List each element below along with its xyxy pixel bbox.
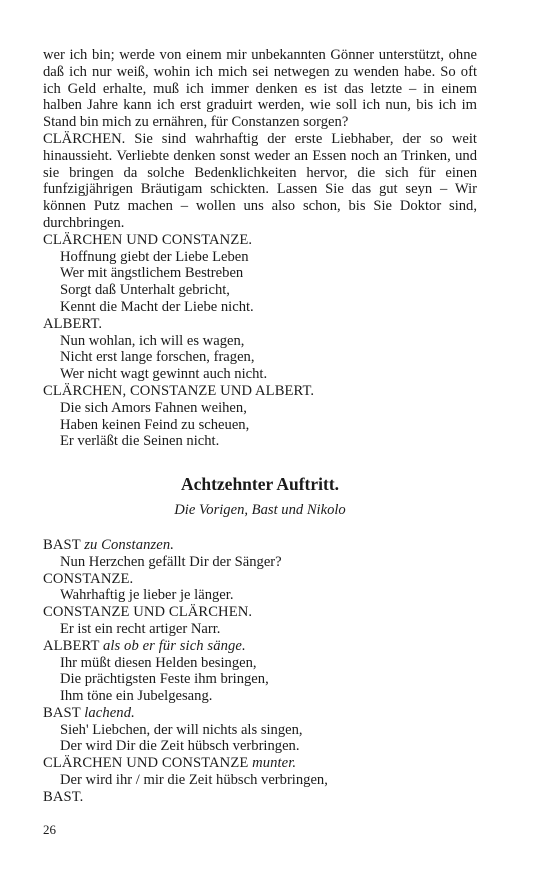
verse-line: Sieh' Liebchen, der will nichts als singen, bbox=[60, 721, 303, 738]
verse-line: Nun wohlan, ich will es wagen, bbox=[60, 332, 245, 349]
prose-paragraph: wer ich bin; werde von einem mir unbekannten Gönner unterstützt, ohne daß ich nur weiß, wohin ich mich sei netwegen zu wenden habe. So oft ich Geld erhalte, muß ich immer denken es ist das letzte – in einem halben Jahre kann ich erst graduirt werden, wie soll ich nun, bis ich im Stand bin mich zu ernähren, für Constanzen sorgen? bbox=[43, 47, 477, 131]
verse-line: Hoffnung giebt der Liebe Leben bbox=[60, 248, 249, 265]
speaker-name: ALBERT bbox=[43, 637, 100, 654]
verse-line: Wer mit ängstlichem Bestreben bbox=[60, 265, 244, 282]
speaker-name: CONSTANZE UND CLÄRCHEN. bbox=[43, 604, 253, 621]
prose-paragraph: CLÄRCHEN. Sie sind wahrhaftig der erste Liebhaber, der so weit hinaussieht. Verliebte denken sonst weder an Essen noch an Trinken, und sie bringen da solche Bedenklichkeiten hervor, die sich für einen funfzigjährigen Bräutigam schickten. Lassen Sie das gut seyn – Wir können Putz machen – wollen uns also schon, bis Sie Doktor sind, durchbringen. bbox=[43, 130, 477, 231]
verse-line: Kennt die Macht der Liebe nicht. bbox=[60, 298, 254, 315]
speaker-name: ALBERT. bbox=[43, 315, 103, 332]
scene-subtitle: Die Vorigen, Bast und Nikolo bbox=[174, 502, 346, 519]
verse-line: Nun Herzchen gefällt Dir der Sänger? bbox=[60, 553, 282, 570]
speaker-line bbox=[43, 638, 477, 655]
speaker-line bbox=[43, 755, 477, 772]
scene-title: Achtzehnter Auftritt. bbox=[180, 474, 340, 495]
speaker-name: CLÄRCHEN, CONSTANZE UND ALBERT. bbox=[43, 382, 315, 399]
verse-line: Er verläßt die Seinen nicht. bbox=[60, 433, 220, 450]
stage-direction: lachend. bbox=[84, 704, 135, 721]
speaker-name: CONSTANZE. bbox=[43, 570, 134, 587]
speaker-name: BAST. bbox=[43, 788, 84, 805]
verse-line: Die sich Amors Fahnen weihen, bbox=[60, 399, 247, 416]
verse-line: Wahrhaftig je lieber je länger. bbox=[60, 587, 234, 604]
verse-line: Der wird Dir die Zeit hübsch verbringen. bbox=[60, 738, 300, 755]
speaker-name: CLÄRCHEN UND CONSTANZE bbox=[43, 755, 249, 772]
verse-line: Haben keinen Feind zu scheuen, bbox=[60, 416, 250, 433]
verse-line: Der wird ihr / mir die Zeit hübsch verbringen, bbox=[60, 772, 328, 789]
verse-line: Ihr müßt diesen Helden besingen, bbox=[60, 654, 257, 671]
stage-direction: munter. bbox=[252, 755, 297, 772]
verse-line: Die prächtigsten Feste ihm bringen, bbox=[60, 671, 269, 688]
verse-line: Er ist ein recht artiger Narr. bbox=[60, 620, 221, 637]
verse-line: Wer nicht wagt gewinnt auch nicht. bbox=[60, 366, 268, 383]
speaker-name: BAST bbox=[43, 704, 81, 721]
speaker-line bbox=[43, 537, 477, 554]
verse-line: Ihm töne ein Jubelgesang. bbox=[60, 688, 213, 705]
page-number: 26 bbox=[43, 822, 56, 837]
stage-direction: zu Constanzen. bbox=[84, 536, 174, 553]
speaker-line bbox=[43, 705, 477, 722]
speaker-name: BAST bbox=[43, 536, 81, 553]
page-body bbox=[43, 47, 477, 806]
stage-direction: als ob er für sich sänge. bbox=[102, 637, 246, 654]
verse-line: Nicht erst lange forschen, fragen, bbox=[60, 349, 255, 366]
speaker-name: CLÄRCHEN UND CONSTANZE. bbox=[43, 231, 253, 248]
verse-line: Sorgt daß Unterhalt gebricht, bbox=[60, 282, 230, 299]
